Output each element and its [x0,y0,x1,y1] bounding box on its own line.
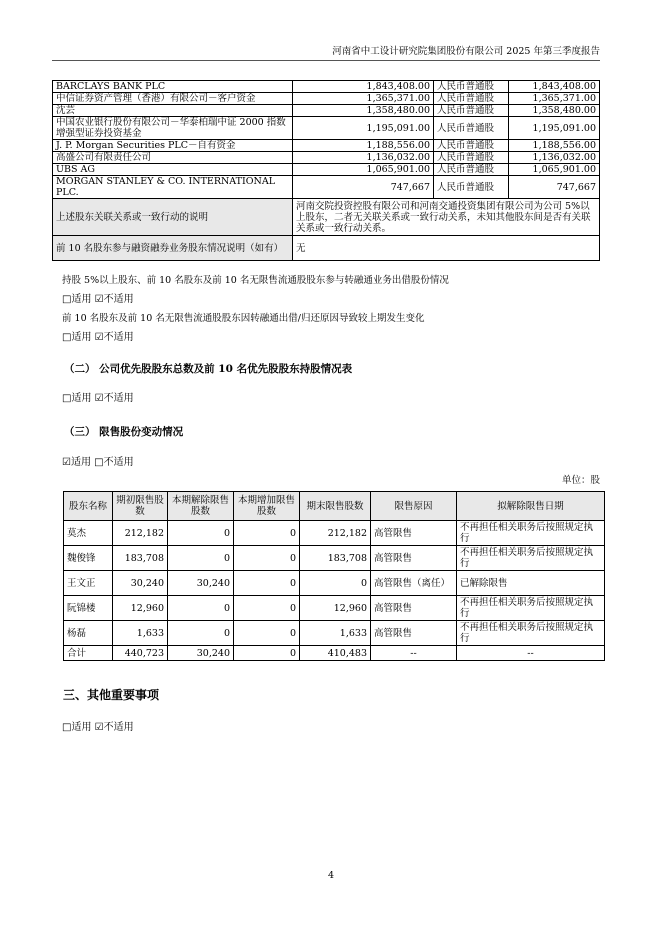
share-type: 人民币普通股 [434,117,509,140]
preferred-shares-title: （二） 公司优先股股东总数及前 10 名优先股股东持股情况表 [64,363,353,375]
share-amount: 1,358,480.00 [509,105,600,117]
total-added: 0 [234,646,300,661]
restriction-reason: 高管限售 [371,621,457,646]
column-header: 拟解除限售日期 [457,492,605,521]
share-amount: 1,136,032.00 [509,152,600,164]
total-released: 30,240 [168,646,234,661]
added-shares: 0 [234,571,300,596]
holder-row [53,140,600,152]
holder-name: 高盛公司有限责任公司 [53,152,293,164]
column-header: 期末限售股数 [300,492,371,521]
share-amount: 1,188,556.00 [509,140,600,152]
release-date: 不再担任相关职务后按照规定执行 [457,521,605,546]
change-option: □适用 ☑不适用 [62,332,134,343]
release-date: 不再担任相关职务后按照规定执行 [457,621,605,646]
holder-row [53,93,600,105]
shareholder-name: 杨磊 [64,621,113,646]
holder-name: 沈芸 [53,105,293,117]
section-option: □适用 ☑不适用 [62,722,134,733]
preferred-shares-option: □适用 ☑不适用 [62,393,134,404]
share-amount: 1,365,371.00 [509,93,600,105]
opening-restricted: 1,633 [113,621,168,646]
added-shares: 0 [234,546,300,571]
shareholder-name: 阮锦楼 [64,596,113,621]
closing-restricted: 1,633 [300,621,371,646]
page-number: 4 [327,870,335,881]
released-shares: 30,240 [168,571,234,596]
holder-row [53,164,600,176]
opening-restricted: 12,960 [113,596,168,621]
share-type: 人民币普通股 [434,105,509,117]
released-shares: 0 [168,621,234,646]
share-amount: 1,195,091.00 [509,117,600,140]
restriction-reason: 高管限售 [371,546,457,571]
unit-label: 单位：股 [561,475,600,486]
restricted-row [64,521,605,546]
share-type: 人民币普通股 [434,164,509,176]
release-date: 不再担任相关职务后按照规定执行 [457,546,605,571]
holder-quantity: 1,365,371.00 [293,93,434,105]
share-type: 人民币普通股 [434,152,509,164]
share-amount: 1,065,901.00 [509,164,600,176]
section-heading: 三、其他重要事项 [63,688,160,702]
opening-restricted: 30,240 [113,571,168,596]
restricted-row [64,621,605,646]
relation-text: 河南交院投资控股有限公司和河南交通投资集团有限公司为公司 5%以上股东，二者无关联关系或一致行动关系，未知其他股东间是否有关联关系或一致行动关系。 [293,199,600,236]
share-type: 人民币普通股 [434,81,509,93]
opening-restricted: 183,708 [113,546,168,571]
total-end: 410,483 [300,646,371,661]
restriction-reason: 高管限售（离任） [371,571,457,596]
holder-quantity: 1,136,032.00 [293,152,434,164]
holder-quantity: 1,358,480.00 [293,105,434,117]
shareholder-name: 王文正 [64,571,113,596]
holder-name: UBS AG [53,164,293,176]
column-header: 期初限售股数 [113,492,168,521]
added-shares: 0 [234,521,300,546]
restriction-reason: 高管限售 [371,521,457,546]
restricted-shares-option: ☑适用 □不适用 [62,457,134,468]
lending-option: □适用 ☑不适用 [62,294,134,305]
released-shares: 0 [168,546,234,571]
page-header: 河南省中工设计研究院集团股份有限公司 2025 年第三季度报告 [332,46,600,57]
holder-name: 中信证券资产管理（香港）有限公司－客户资金 [53,93,293,105]
added-shares: 0 [234,621,300,646]
relation-label: 上述股东关联关系或一致行动的说明 [53,199,293,236]
total-date: -- [457,646,605,661]
restricted-shares-title: （三） 限售股份变动情况 [64,426,184,438]
holder-row [53,105,600,117]
column-header: 本期增加限售股数 [234,492,300,521]
total-reason: -- [371,646,457,661]
holder-quantity: 1,188,556.00 [293,140,434,152]
margin-text: 无 [293,236,600,261]
restriction-reason: 高管限售 [371,596,457,621]
holder-name: J. P. Morgan Securities PLC－自有资金 [53,140,293,152]
shareholder-name: 魏俊锋 [64,546,113,571]
restricted-shares-table [63,491,605,661]
share-type: 人民币普通股 [434,93,509,105]
holder-row [53,81,600,93]
share-type: 人民币普通股 [434,176,509,199]
opening-restricted: 212,182 [113,521,168,546]
restricted-row [64,571,605,596]
total-label: 合计 [64,646,113,661]
lending-paragraph: 持股 5%以上股东、前 10 名股东及前 10 名无限售流通股股东参与转融通业务出借股份情况 [62,275,449,286]
added-shares: 0 [234,596,300,621]
header-rule [52,60,600,61]
restricted-row [64,546,605,571]
closing-restricted: 12,960 [300,596,371,621]
holder-name: 中国农业银行股份有限公司－华泰柏瑞中证 2000 指数增强型证券投资基金 [53,117,293,140]
closing-restricted: 0 [300,571,371,596]
total-start: 440,723 [113,646,168,661]
release-date: 已解除限售 [457,571,605,596]
top-holders-table [52,80,600,261]
column-header: 本期解除限售股数 [168,492,234,521]
closing-restricted: 212,182 [300,521,371,546]
holder-row [53,117,600,140]
margin-label: 前 10 名股东参与融资融券业务股东情况说明（如有） [53,236,293,261]
holder-quantity: 1,195,091.00 [293,117,434,140]
shareholder-name: 莫杰 [64,521,113,546]
share-amount: 747,667 [509,176,600,199]
release-date: 不再担任相关职务后按照规定执行 [457,596,605,621]
holder-row [53,176,600,199]
column-header: 限售原因 [371,492,457,521]
released-shares: 0 [168,521,234,546]
holder-quantity: 1,843,408.00 [293,81,434,93]
holder-quantity: 747,667 [293,176,434,199]
holder-name: BARCLAYS BANK PLC [53,81,293,93]
change-paragraph: 前 10 名股东及前 10 名无限售流通股股东因转融通出借/归还原因导致较上期发生变化 [62,313,425,324]
share-amount: 1,843,408.00 [509,81,600,93]
holder-quantity: 1,065,901.00 [293,164,434,176]
column-header: 股东名称 [64,492,113,521]
holder-name: MORGAN STANLEY & CO. INTERNATIONAL PLC. [53,176,293,199]
released-shares: 0 [168,596,234,621]
restricted-row [64,596,605,621]
closing-restricted: 183,708 [300,546,371,571]
holder-row [53,152,600,164]
share-type: 人民币普通股 [434,140,509,152]
